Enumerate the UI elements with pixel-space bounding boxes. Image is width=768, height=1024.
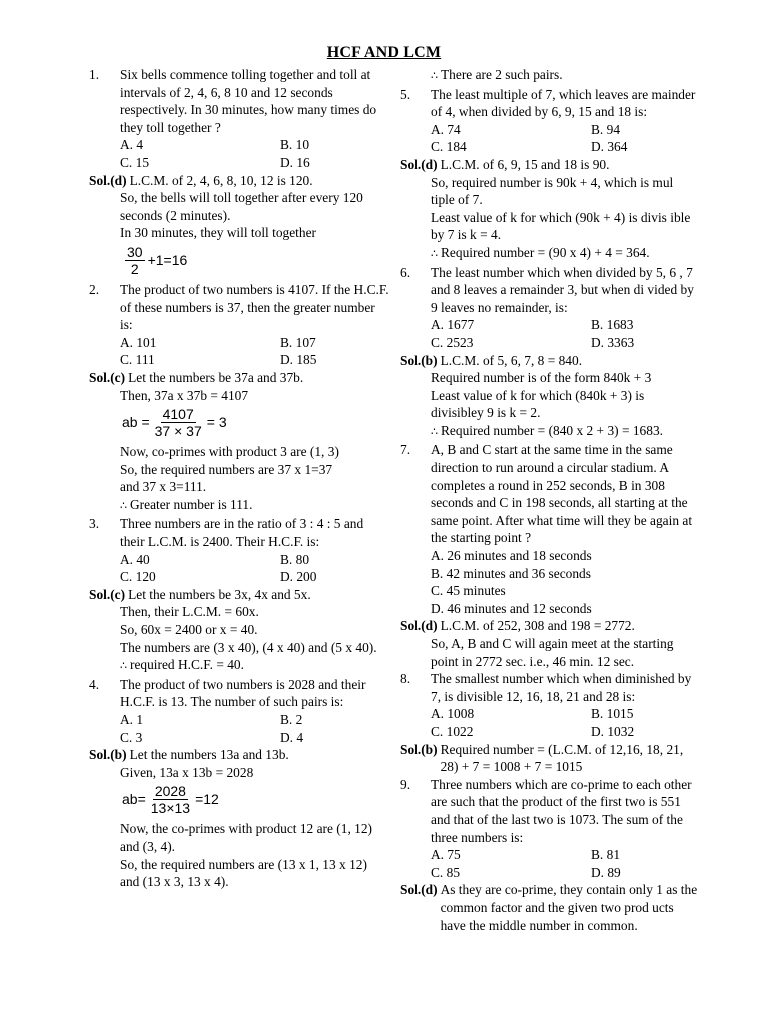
equation [89, 244, 389, 277]
options [89, 334, 389, 369]
solution [89, 746, 389, 764]
numerator: 30 [127, 243, 143, 260]
solution [400, 156, 700, 174]
numerator: 4107 [162, 406, 194, 423]
option-b: B. 10 [280, 137, 310, 153]
page-title: HCF AND LCM [326, 44, 442, 61]
solution-line: L.C.M. of 6, 9, 15 and 18 is 90. [440, 156, 610, 172]
option-b: B. 80 [280, 551, 310, 567]
solution-text: There are 2 such pairs. [441, 67, 563, 82]
solution-line: Given, 13a x 13b = 2028 [120, 764, 254, 780]
options [400, 316, 700, 351]
solution [400, 741, 700, 776]
solution-line: Required number is of the form 840k + 3 [431, 370, 652, 386]
question-text: The least number which when divided by 5, 6 , 7 and 8 leaves a remainder 3, but when di vided by 9 leaves no remainder, is: [431, 264, 694, 315]
solution-line: So, required number is 90k + 4, which is mul tiple of 7. [431, 174, 674, 208]
option-d: D. 4 [280, 729, 304, 745]
fraction [153, 406, 204, 439]
question-number: 7. [400, 442, 411, 458]
solution-line: So, 60x = 2400 or x = 40. [120, 622, 258, 638]
option-b: B. 2 [280, 712, 303, 727]
solution-label: Sol.(b) [400, 352, 438, 368]
option-d: D. 364 [591, 139, 628, 155]
solution-line: In 30 minutes, they will toll together [120, 225, 316, 241]
solution-line: Now, the co-primes with product 12 are (1, 12) and (3, 4). [120, 821, 372, 854]
therefore-symbol: ∴ [431, 247, 438, 260]
option-a: A. 75 [431, 847, 461, 863]
option-a: A. 1008 [431, 706, 475, 722]
solution-text: Greater number is 111. [130, 496, 253, 512]
option-d: D. 16 [280, 154, 310, 170]
question-4 [89, 676, 389, 711]
option-d: D. 89 [591, 864, 621, 880]
solution [89, 369, 389, 387]
numerator: 2028 [154, 783, 186, 800]
question-number: 1. [89, 67, 100, 82]
solution-label: Sol.(b) [400, 741, 438, 757]
options [89, 136, 389, 171]
question-7 [400, 441, 700, 547]
option-a: A. 1677 [431, 317, 475, 333]
solution-line: So, A, B and C will again meet at the starting point in 2772 sec. i.e., 46 min. 12 sec. [431, 636, 674, 669]
question-9 [400, 776, 700, 846]
question-text: Three numbers which are co-prime to each other are such that the product of the first two is 551 and that of the last two is 1073. The sum of the three numbers is: [431, 776, 692, 845]
solution-text: Required number = (90 x 4) + 4 = 364. [441, 244, 650, 260]
option-c: C. 111 [120, 352, 155, 368]
solution-text: Required number = (840 x 2 + 3) = 1683. [441, 422, 663, 438]
solution-label: Sol.(d) [400, 882, 438, 898]
options [400, 121, 700, 156]
fraction [125, 244, 145, 277]
equation-rest: +1=16 [147, 251, 188, 268]
solution-line: Then, their L.C.M. = 60x. [120, 604, 259, 620]
option-d: D. 200 [280, 569, 317, 585]
option-b: B. 107 [280, 334, 316, 350]
solution [89, 586, 389, 604]
options [400, 846, 700, 881]
equation-lhs: ab= [122, 791, 146, 808]
question-6 [400, 264, 700, 317]
right-column [400, 66, 700, 934]
denominator: 13×13 [150, 800, 191, 817]
solution [400, 881, 700, 934]
solution-line: Now, co-primes with product 3 are (1, 3) [120, 444, 339, 460]
option-c: C. 184 [431, 139, 467, 155]
solution-line [400, 422, 700, 442]
option-a: A. 4 [120, 137, 144, 153]
options [89, 711, 389, 746]
question-3 [89, 515, 389, 550]
solution-line: L.C.M. of 5, 6, 7, 8 = 840. [440, 352, 583, 368]
question-1 [89, 66, 389, 136]
option-d: D. 46 minutes and 12 seconds [431, 600, 592, 616]
option-c: C. 120 [120, 569, 156, 585]
therefore-symbol: ∴ [431, 70, 438, 82]
question-text: The smallest number which when diminished by 7, is divisible 12, 16, 18, 21 and 28 is: [431, 671, 692, 704]
denominator: 2 [130, 260, 139, 277]
solution-line: As they are co-prime, they contain only 1 as the common factor and the given two prod ucts have the middle number in common. [440, 882, 698, 933]
solution [89, 172, 389, 190]
question-number: 8. [400, 671, 411, 687]
question-2 [89, 281, 389, 334]
question-number: 2. [89, 281, 100, 297]
solution-line: and 37 x 3=111. [120, 479, 207, 495]
option-c: C. 2523 [431, 334, 474, 350]
equation [89, 406, 389, 439]
solution-line: Required number = (L.C.M. of 12,16, 18, 21, 28) + 7 = 1008 + 7 = 1015 [440, 741, 684, 775]
option-c: C. 85 [431, 864, 461, 880]
option-b: B. 1015 [591, 706, 634, 722]
question-text: The product of two numbers is 2028 and their H.C.F. is 13. The number of such pairs is: [120, 676, 366, 710]
therefore-symbol: ∴ [120, 499, 127, 512]
solution-line: Least value of k for which (840k + 3) is divisibley 9 is k = 2. [431, 387, 645, 421]
solution-label: Sol.(c) [89, 369, 126, 385]
option-b: B. 42 minutes and 36 seconds [431, 565, 591, 581]
question-number: 6. [400, 264, 411, 280]
question-number: 3. [89, 516, 100, 532]
option-b: B. 81 [591, 847, 621, 863]
question-text: Three numbers are in the ratio of 3 : 4 : 5 and their L.C.M. is 2400. Their H.C.F. is: [120, 516, 364, 550]
solution-line [400, 244, 700, 264]
option-a: A. 40 [120, 551, 150, 567]
denominator: 37 × 37 [154, 423, 202, 440]
option-a: A. 26 minutes and 18 seconds [431, 548, 592, 564]
equation-rest: =12 [195, 791, 219, 808]
solution-label: Sol.(d) [400, 156, 438, 172]
therefore-symbol: ∴ [120, 660, 127, 673]
solution-line [400, 66, 700, 86]
equation-rest: = 3 [206, 413, 227, 430]
solution-label: Sol.(b) [89, 747, 127, 763]
solution-line: So, the bells will toll together after every 120 seconds (2 minutes). [120, 190, 363, 223]
option-a: A. 1 [120, 712, 144, 727]
solution-line: L.C.M. of 252, 308 and 198 = 2772. [440, 618, 635, 634]
solution-line: So, the required numbers are (13 x 1, 13 x 12) and (13 x 3, 13 x 4). [120, 856, 367, 890]
solution-line: L.C.M. of 2, 4, 6, 8, 10, 12 is 120. [129, 172, 313, 188]
solution-text: required H.C.F. = 40. [130, 657, 244, 673]
solution-line: So, the required numbers are 37 x 1=37 [120, 461, 333, 477]
option-c: C. 3 [120, 729, 143, 745]
equation [89, 783, 389, 816]
solution-label: Sol.(d) [89, 172, 127, 188]
solution-line [89, 656, 389, 676]
question-text: The product of two numbers is 4107. If the H.C.F. of these numbers is 37, then the greater number is: [120, 281, 389, 333]
solution-label: Sol.(d) [400, 618, 438, 634]
question-8 [400, 670, 700, 705]
option-a: A. 74 [431, 121, 461, 137]
solution-line: Let the numbers 13a and 13b. [129, 747, 289, 763]
fraction [149, 783, 192, 816]
option-c: C. 1022 [431, 723, 474, 739]
question-text: A, B and C start at the same time in the same direction to run around a circular stadium. A completes a round in 252 seconds, B in 308 seconds and C in 198 seconds, all starting at the same point. After what time will they be again at the starting point ? [431, 442, 693, 546]
option-d: D. 3363 [591, 334, 635, 350]
solution [400, 617, 700, 635]
solution-line: Let the numbers be 3x, 4x and 5x. [128, 586, 311, 602]
option-d: D. 185 [280, 352, 317, 368]
option-b: B. 94 [591, 121, 621, 137]
option-c: C. 15 [120, 154, 150, 170]
option-d: D. 1032 [591, 723, 635, 739]
solution-label: Sol.(c) [89, 586, 126, 602]
options [89, 551, 389, 586]
options [400, 705, 700, 740]
question-number: 4. [89, 676, 100, 692]
therefore-symbol: ∴ [431, 425, 438, 438]
question-text: The least multiple of 7, which leaves are mainder of 4, when divided by 6, 9, 15 and 18 is: [431, 86, 696, 120]
solution-line: Then, 37a x 37b = 4107 [120, 387, 249, 403]
solution-line: The numbers are (3 x 40), (4 x 40) and (5 x 40). [120, 639, 377, 655]
question-5 [400, 86, 700, 121]
solution-line: Let the numbers be 37a and 37b. [128, 369, 304, 385]
solution-line [89, 496, 389, 516]
solution [400, 352, 700, 370]
question-text: Six bells commence tolling together and toll at intervals of 2, 4, 6, 8 10 and 12 seconds respectively. In 30 minutes, how many times do they toll together ? [120, 67, 377, 135]
equation-lhs: ab = [122, 413, 150, 430]
option-a: A. 101 [120, 334, 157, 350]
solution-line: Least value of k for which (90k + 4) is divis ible by 7 is k = 4. [431, 209, 691, 243]
question-number: 9. [400, 776, 411, 792]
left-column [89, 66, 389, 891]
question-number: 5. [400, 86, 411, 102]
option-c: C. 45 minutes [431, 583, 506, 599]
option-b: B. 1683 [591, 317, 634, 333]
